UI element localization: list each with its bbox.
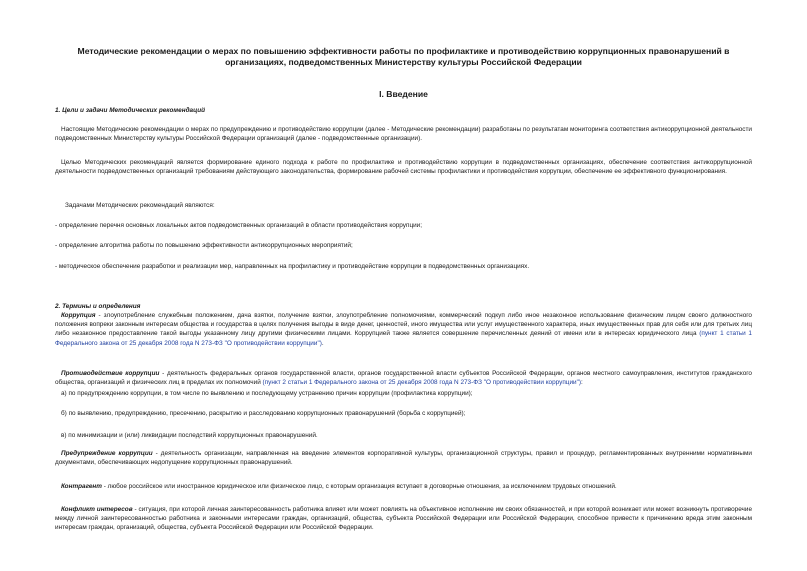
paragraph-1: Настоящие Методические рекомендации о мерах по предупреждению и противодействию коррупции (далее - Методические рекомендации) разработаны по результатам мониторинга соответствия антикоррупционной деятельности подведомственных Министерству культуры Российской Федерации организаций (далее - подведомственные организации). bbox=[55, 126, 752, 143]
document-title: Методические рекомендации о мерах по повышению эффективности работы по профилактике и противодействию коррупционных правонарушений в организациях, подведомственных Министерству культуры Российской Федерации bbox=[77, 46, 730, 67]
definition-prevention bbox=[55, 449, 752, 467]
section-heading-introduction: I. Введение bbox=[379, 89, 428, 99]
definition-counterparty-text: - любое российское или иностранное юридическое или физическое лицо, с которым организация вступает в договорные отношения, за исключением трудовых отношений. bbox=[101, 483, 617, 490]
subsection-2 bbox=[55, 302, 752, 311]
term-corruption: Коррупция bbox=[61, 312, 96, 319]
definition-countering-end: : bbox=[581, 379, 583, 387]
law-link-corruption[interactable]: (пункт 1 статьи 1 Федерального закона от 25 декабря 2008 года N 273-ФЗ "О противодействии коррупции") bbox=[55, 330, 752, 347]
paragraph-3: Задачами Методических рекомендаций являются: bbox=[65, 202, 215, 209]
list-item-3: - методическое обеспечение разработки и реализации мер, направленных на профилактику и противодействие коррупции в подведомственных организациях. bbox=[55, 263, 530, 270]
law-link-countering[interactable]: (пункт 2 статьи 1 Федерального закона от 25 декабря 2008 года N 273-ФЗ "О противодействии коррупции") bbox=[262, 379, 582, 387]
definition-corruption bbox=[55, 311, 752, 348]
subsection-1 bbox=[55, 106, 752, 115]
countering-item-b: б) по выявлению, предупреждению, пресечению, раскрытию и расследованию коррупционных правонарушений (борьба с коррупцией); bbox=[61, 410, 466, 417]
countering-item-a: а) по предупреждению коррупции, в том числе по выявлению и последующему устранению причин коррупции (профилактика коррупции); bbox=[61, 390, 473, 397]
list-item-2: - определение алгоритма работы по повышению эффективности антикоррупционных мероприятий; bbox=[55, 242, 353, 249]
countering-item-c: в) по минимизации и (или) ликвидации последствий коррупционных правонарушений. bbox=[61, 432, 318, 439]
definition-corruption-end: . bbox=[321, 339, 324, 347]
term-conflict-of-interest: Конфликт интересов bbox=[61, 506, 133, 513]
definition-countering bbox=[55, 369, 752, 387]
term-counterparty: Контрагент bbox=[61, 483, 102, 490]
term-countering: Противодействие коррупции bbox=[61, 370, 160, 377]
subsection-2-heading: 2. Термины и определения bbox=[55, 303, 141, 310]
definition-prevention-text: - деятельность организации, направленная на введение элементов корпоративной культуры, организационной структуры, правил и процедур, регламентированных внутренними нормативными документами, обеспечивающих недопущение коррупционных правонарушений. bbox=[55, 450, 752, 467]
subsection-1-heading: 1. Цели и задачи Методических рекомендаций bbox=[55, 107, 206, 114]
term-prevention: Предупреждение коррупции bbox=[61, 450, 153, 457]
definition-corruption-text: - злоупотребление служебным положением, дача взятки, получение взятки, злоупотребление полномочиями, коммерческий подкуп либо иное незаконное использование физическим лицом своего должностного положения вопреки законным интересам общества и государства в целях получения выгоды в виде денег, ценностей, иного имущества или услуг имущественного характера, иных имущественных прав для себя или для третьих лиц либо незаконное предоставление такой выгоды указанному лицу другими физическими лицами. Коррупцией также является совершение перечисленных деяний от имени или в интересах юридического лица bbox=[55, 312, 752, 338]
definition-conflict-of-interest bbox=[55, 505, 752, 533]
definition-countering-text: - деятельность федеральных органов государственной власти, органов государственной власти субъектов Российской Федерации, органов местного самоуправления, институтов гражданского общества, организаций и физических лиц в пределах их полномочий bbox=[55, 370, 752, 387]
definition-counterparty bbox=[55, 482, 752, 491]
paragraph-2: Целью Методических рекомендаций является формирование единого подхода к работе по профилактике и противодействию коррупции в подведомственных организациях, обеспечение соответствия антикоррупционной деятельности подведомственных организаций требованиям действующего законодательства, формирование рабочей системы профилактики и противодействия коррупции, обеспечение ее эффективного функционирования. bbox=[55, 159, 752, 176]
definition-conflict-of-interest-text: - ситуация, при которой личная заинтересованность работника влияет или может повлиять на объективное исполнение им своих обязанностей, и при которой возникает или может возникнуть противоречие между личной заинтересованностью работника и законными интересами граждан, организаций, общества, субъекта Российской Федерации или Российской Федерации, способное привести к причинению вреда этим законным интересам граждан, организаций, общества, субъекта Российской Федерации или Российской Федерации. bbox=[55, 506, 752, 532]
list-item-1: - определение перечня основных локальных актов подведомственных организаций в области противодействия коррупции; bbox=[55, 222, 423, 229]
